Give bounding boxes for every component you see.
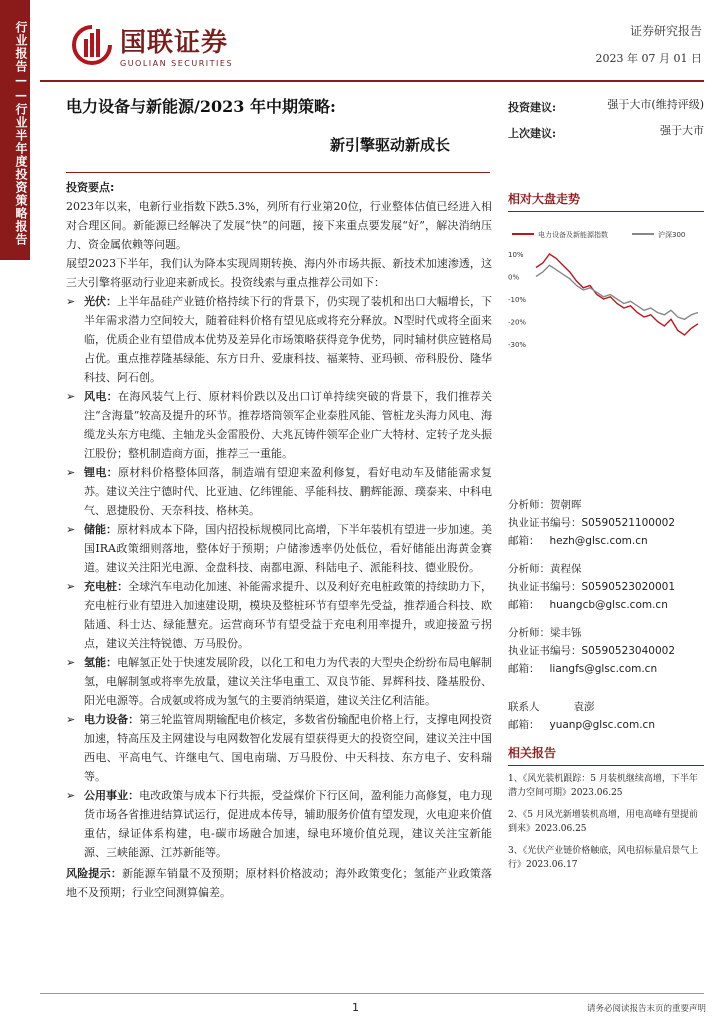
related-title-divider [508,765,704,766]
bullet-label: 氢能： [84,656,118,669]
analyst-name: 贺朝晖 [550,499,582,511]
chart-title-divider [508,211,704,212]
bullet-item [66,577,492,653]
logo-text-cn: 国联证券 [120,28,229,58]
bullet-label: 锂电： [84,466,119,479]
sidebar-report-category: 行业报告——行业半年度投资策略报告 [0,0,30,260]
investment-highlights [66,178,492,902]
bullet-marker-icon: ➢ [66,656,76,669]
series-line [536,265,698,319]
risk-label: 风险提示： [66,867,123,880]
bullet-text: 原材料成本下降，国内招投标规模同比高增，下半年装机有望进一步加速。美国IRA政策细则落地，整体好于预期；户储渗透率仍处低位，看好储能出海黄金赛道。建议关注阳光电源、金盘科技、南都电源、科陆电子、派能科技、德业股份。 [84,523,493,574]
analyst-mail[interactable]: liangfs@glsc.com.cn [549,663,658,675]
y-tick-label: 0% [508,273,520,282]
logo-icon [70,23,114,67]
highlights-heading: 投资要点: [66,181,115,194]
analyst-cert-label: 执业证书编号： [508,645,582,657]
page-number: 1 [352,1001,359,1014]
bullet-marker-icon: ➢ [66,580,76,593]
analyst-mail-label: 邮箱： [508,599,540,611]
y-tick-label: -10% [508,296,527,304]
bullet-item [66,387,492,463]
legend-label: 电力设备及新能源指数 [538,231,608,239]
bullet-text: 在海风装气上行、原材料价跌以及出口订单持续突破的背景下，我们推荐关注“含海量”较高及提升的环节。推荐塔筒领军企业泰胜风能、管桩龙头海力风电、海缆龙头东方电缆、主轴龙头金雷股份、大兆瓦铸件领军企业广大特材、定转子龙头振江股份；整机制造商方面，推荐三一重能。 [84,390,493,460]
bullet-marker-icon: ➢ [66,713,76,726]
contact-mail[interactable]: yuanp@glsc.com.cn [549,719,655,731]
analyst-cert: S0590523020001 [581,581,676,593]
bullet-marker-icon: ➢ [66,523,76,536]
bullet-text: 全球汽车电动化加速、补能需求提升、以及利好充电桩政策的持续助力下，充电桩行业有望进入加速建设期，模块及整桩环节有望率先受益，推荐通合科技、欧陆通、科士达、绿能慧充。运营商环节有望受益于充电利用率提升，或迎接盈亏拐点，建议关注特锐德、万马股份。 [84,580,493,650]
analyst-cert: S0590521100002 [581,517,676,529]
risk-text: 新能源车销量不及预期；原材料价格波动；海外政策变化；氢能产业政策落地不及预期；行业空间测算偏差。 [66,867,493,899]
bullet-label: 充电桩： [84,580,129,593]
analyst-card [508,496,704,550]
contact-name: 袁澎 [573,701,595,713]
rating-prev-label: 上次建议: [508,127,557,140]
bullet-text: 原材料价格整体回落，制造端有望迎来盈利修复，看好电动车及储能需求复苏。建议关注宁德时代、比亚迪、亿纬锂能、孚能科技、鹏辉能源、璞泰来、中科电气、恩捷股份、天奈科技、格林美。 [84,466,493,517]
analyst-name: 黄程保 [550,563,582,575]
related-report-link[interactable]: 3、《光伏产业链价格触底，风电招标量启景气上行》2023.06.17 [508,846,699,870]
footer-disclaimer: 请务必阅读报告末页的重要声明 [586,1004,706,1014]
analyst-mail-label: 邮箱： [508,663,540,675]
contact-block [508,698,704,734]
risk-note [66,864,492,902]
bullet-marker-icon: ➢ [66,466,76,479]
bullet-item [66,520,492,577]
rating-current [508,96,704,115]
rating-prev-value: 强于大市 [660,124,704,137]
highlights-para-2: 展望2023下半年，我们认为降本实现周期转换、海内外市场共振、新技术加速渗透，这三大引擎将驱动行业迎来新成长。投资线索与重点推荐公司如下： [66,257,492,289]
related-title: 相关报告 [508,746,557,760]
bullet-marker-icon: ➢ [66,390,76,403]
analyst-cert-label: 执业证书编号： [508,517,582,529]
analyst-card [508,560,704,614]
y-tick-label: -20% [508,318,527,327]
bullet-label: 光伏： [84,295,118,308]
related-list [508,772,704,872]
bullet-marker-icon: ➢ [66,295,76,308]
bullet-text: 第三轮监管周期输配电价核定，多数省份输配电价格上行，支撑电网投资加速，特高压及主网建设与电网数智化发展有望获得更大的投资空间，建议关注中国西电、平高电气、许继电气、国电南瑞、万马股份、中天科技、东方电子、安科瑞等。 [84,713,492,783]
contact-role: 联系人 [508,701,540,713]
page-subtitle: 新引擎驱动新成长 [330,136,451,154]
chart-title: 相对大盘走势 [508,192,581,206]
bullet-item [66,710,492,786]
analyst-mail-label: 邮箱： [508,535,540,547]
company-logo [70,22,233,68]
body-divider [66,172,490,173]
analyst-mail[interactable]: hezh@glsc.com.cn [549,535,648,547]
bullet-item [66,786,492,862]
footer-divider [40,993,704,994]
analyst-role: 分析师： [508,563,550,575]
analyst-cert: S0590523040002 [581,645,676,657]
highlights-para-1: 2023年以来，电新行业指数下跌5.3%，列所有行业第20位，行业整体估值已经进入相对合理区间。新能源已经解决了发展“快”的问题，接下来重点要发展“好”，解决消纳压力、资金属依赖等问题。 [66,200,492,251]
bullet-label: 公用事业： [84,789,140,802]
related-report-link[interactable]: 2、《5 月风光新增装机高增，用电高峰有望提前到来》2023.06.25 [508,810,698,834]
y-tick-label: -30% [508,341,527,348]
related-reports [508,744,704,880]
analyst-role: 分析师： [508,499,550,511]
bullet-text: 上半年晶硅产业链价格持续下行的背景下，仍实现了装机和出口大幅增长，下半年需求潜力空间较大，随着硅料价格有望见底或将充分释放。N型时代或将全面来临，优质企业有望借成本优势及差异化市场策略获得竞争优势，同时辅材供应链格局占优。重点推荐隆基绿能、东方日升、爱康科技、福莱特、亚玛顿、帝科股份、隆华科技、阿石创。 [84,295,493,384]
related-report-link[interactable]: 1、《风光装机跟踪：5 月装机继续高增，下半年潜力空间可期》2023.06.25 [508,774,698,798]
report-date: 2023 年 07 月 01 日 [595,52,702,65]
header-divider [40,80,704,82]
bullet-text: 电改政策与成本下行共振，受益煤价下行区间，盈利能力高修复，电力现货市场各省推进结算试运行，促进成本传导，辅助服务价值有望发现，火电迎来价值重估，绿证体系构建，电-碳市场融合加速，绿电环境价值兑现，建议关注宝新能源、三峡能源、江苏新能等。 [84,789,492,859]
analyst-name: 梁丰铄 [550,627,582,639]
bullet-item [66,653,492,710]
bullet-text: 电解氢正处于快速发展阶段，以化工和电力为代表的大型央企纷纷布局电解制氢，电解制氢或将率先放量，建议关注华电重工、双良节能、昇辉科技、隆基股份、阳光电源等。合成氨或将成为氢气的主要消纳渠道，建议关注亿利洁能。 [84,656,493,707]
bullet-marker-icon: ➢ [66,789,76,802]
bullet-item [66,463,492,520]
analyst-role: 分析师： [508,627,550,639]
analyst-card [508,624,704,678]
page-title: 电力设备与新能源/2023 年中期策略: [66,97,336,116]
logo-text-en: GUOLIAN SECURITIES [120,59,234,68]
bullet-item [66,292,492,387]
rating-previous [508,122,704,141]
bullet-label: 风电： [84,390,119,403]
contact-mail-label: 邮箱： [508,719,540,731]
legend-label: 沪深300 [658,231,686,239]
bullet-label: 电力设备： [84,713,140,726]
bullet-list [66,292,492,862]
analyst-cert-label: 执业证书编号： [508,581,582,593]
chart-section [508,190,704,352]
relative-performance-chart [508,218,704,348]
report-type: 证券研究报告 [629,24,702,38]
series-line [536,254,698,335]
y-tick-label: 10% [508,251,524,259]
rating-current-label: 投资建议: [508,101,557,114]
bullet-label: 储能： [84,523,118,536]
rating-current-value: 强于大市(维持评级) [607,98,704,111]
analyst-mail[interactable]: huangcb@glsc.com.cn [549,599,668,611]
analyst-list [508,496,704,688]
